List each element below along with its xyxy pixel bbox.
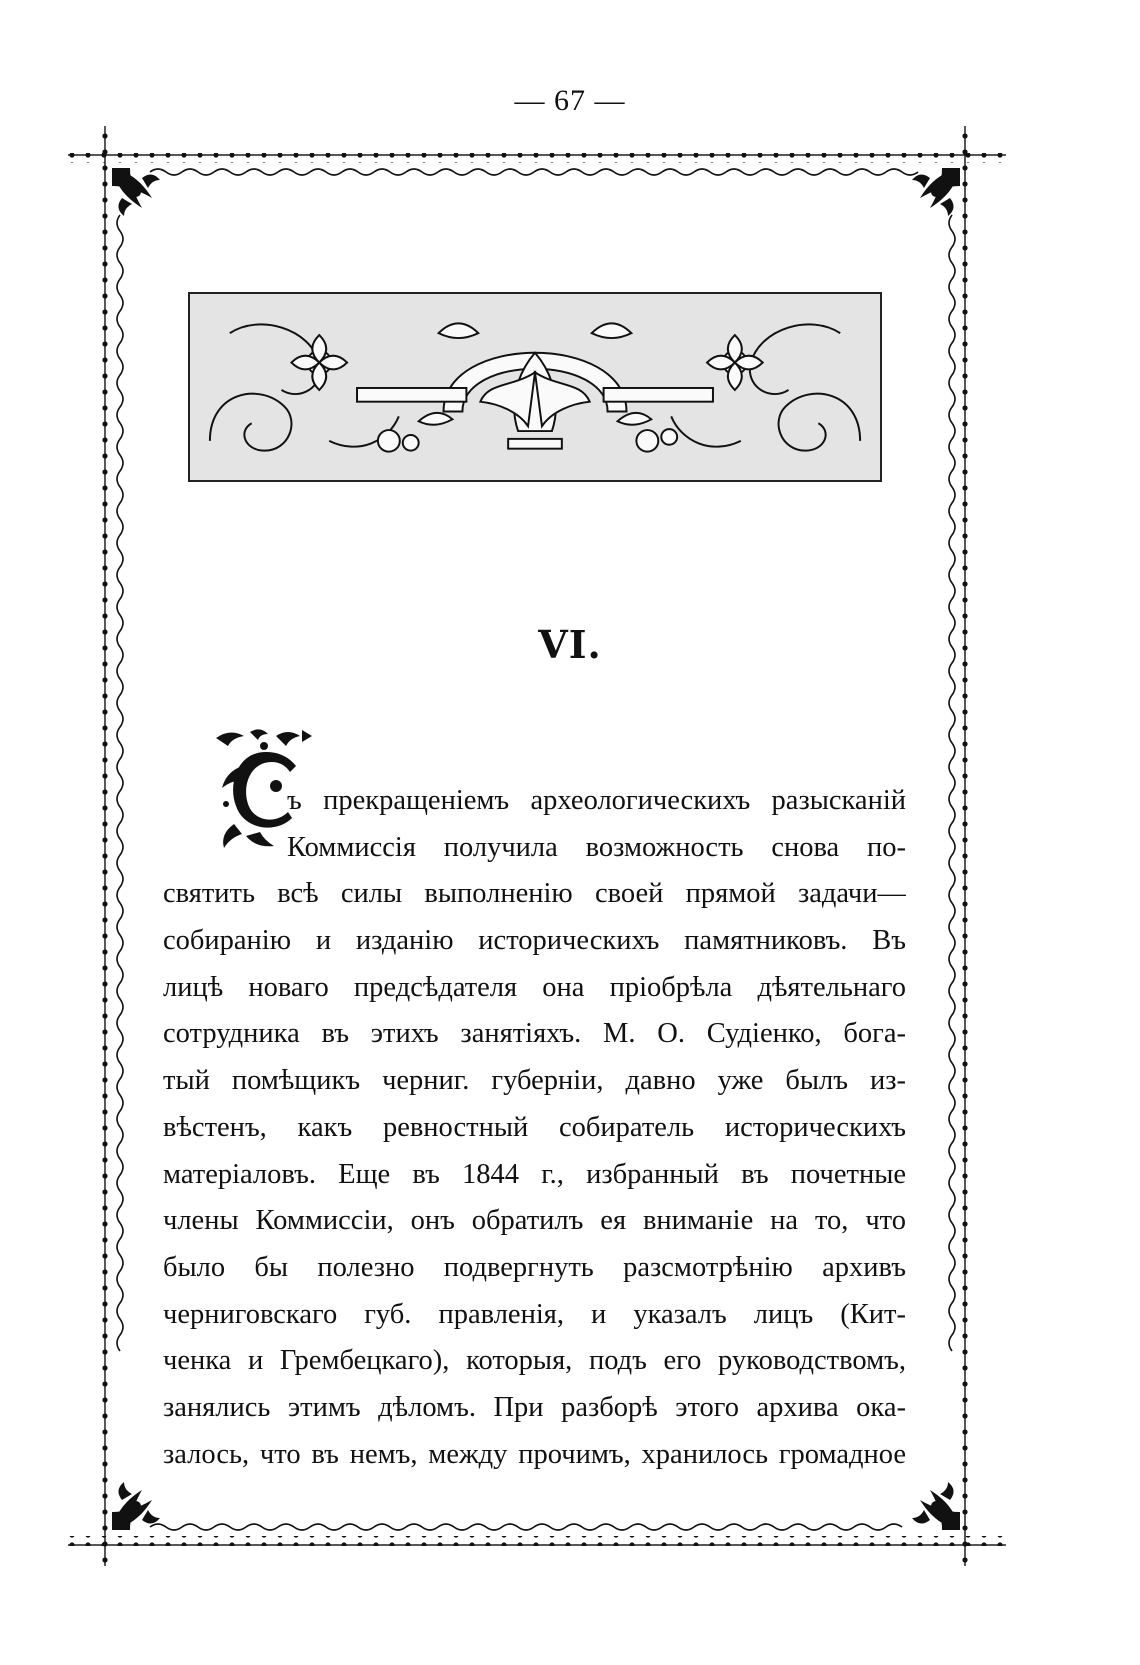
chapter-title: VI. (538, 622, 602, 667)
text-line: матеріаловъ. Еще въ 1844 г., избранный въ почетные (163, 1158, 906, 1190)
headpiece-ornament (188, 292, 882, 482)
text-line: члены Коммиссіи, онъ обратилъ ея вниманіе на то, что (163, 1205, 906, 1237)
text-line: черниговскаго губ. правленія, и указалъ лицъ (Кит- (163, 1298, 906, 1330)
text-line: святить всѣ силы выполненію своей прямой задачи— (163, 878, 906, 910)
text-line: ъ прекращеніемъ археологическихъ разысканій (287, 785, 906, 816)
text-line: собиранію и изданію историческихъ памятниковъ. Въ (163, 925, 906, 957)
text-line: тый помѣщикъ черниг. губерніи, давно уже былъ из- (163, 1065, 906, 1097)
text-line: Коммиссія получила возможность снова по- (287, 831, 906, 863)
text-line: было бы полезно подвергнуть разсмотрѣнію архивъ (163, 1251, 906, 1283)
text-line: сотрудника въ этихъ занятіяхъ. М. О. Судіенко, бога- (163, 1018, 906, 1050)
page-number: — 67 — (514, 84, 626, 117)
floral-vignette-icon (190, 294, 880, 480)
text-line: лицѣ новаго предсѣдателя она пріобрѣла дѣятельнаго (163, 971, 906, 1003)
text-line: залось, что въ немъ, между прочимъ, хранилось громадное (163, 1438, 906, 1470)
text-line: ченка и Грембецкаго), которыя, подъ его руководствомъ, (163, 1345, 906, 1377)
body-text (163, 778, 906, 1478)
text-line: занялись этимъ дѣломъ. При разборѣ этого архива ока- (163, 1391, 906, 1423)
text-line: вѣстенъ, какъ ревностный собиратель историческихъ (163, 1111, 906, 1143)
